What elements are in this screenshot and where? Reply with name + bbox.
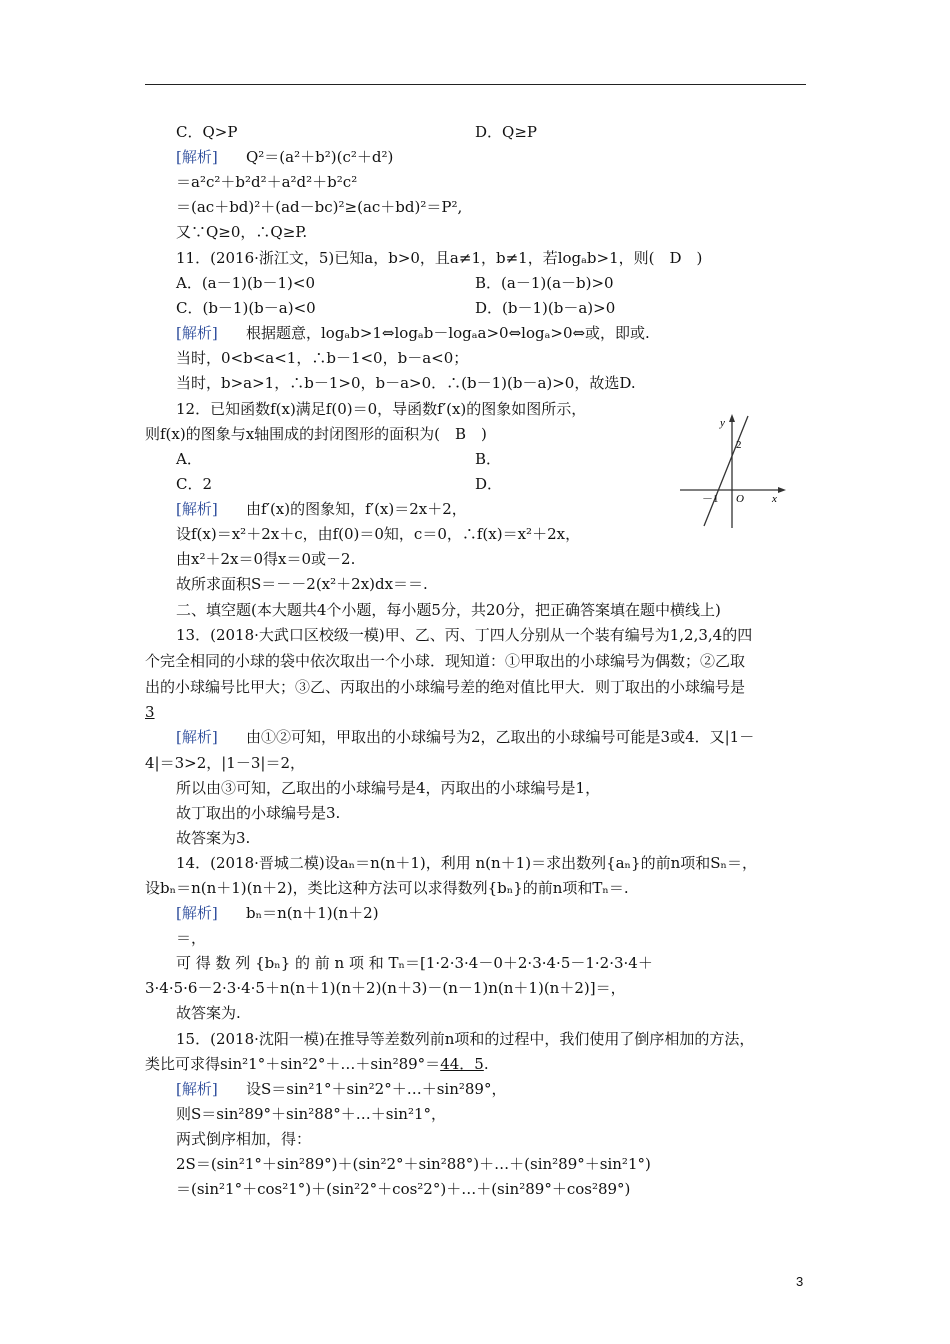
q15-solution-line: 两式倒序相加，得： — [176, 1130, 312, 1148]
q12-solution-line: 由x²＋2x＝0得x＝0或－2. — [176, 550, 356, 568]
q13-stem: 个完全相同的小球的袋中依次取出一个小球．现知道：①甲取出的小球编号为偶数；②乙取 — [145, 652, 746, 670]
q14-solution-line: 3·4·5·6－2·3·4·5＋n(n＋1)(n＋2)(n＋3)－(n－1)n(n＋1)(n＋2)]＝， — [145, 979, 626, 997]
q12-solution-line: 故所求面积S＝－－2(x²＋2x)dx＝＝. — [176, 575, 428, 593]
q13-solution-tag: [解析] — [176, 728, 218, 746]
y-axis-label: y — [720, 417, 725, 429]
q12-option-d: D． — [475, 475, 503, 493]
q15-solution-line: 则S＝sin²89°＋sin²88°＋…＋sin²1°， — [176, 1105, 447, 1123]
q13-stem: 出的小球编号比甲大；③乙、丙取出的小球编号差的绝对值比甲大．则丁取出的小球编号是 — [145, 678, 746, 696]
q14-solution-line: 可 得 数 列 {bₙ} 的 前 n 项 和 Tₙ＝[1·2·3·4－0＋2·3·4·5－1·2·3·4＋ — [176, 954, 653, 972]
q14-solution-line: 故答案为. — [176, 1004, 241, 1022]
derivative-line — [704, 416, 748, 526]
q15-solution-line: 2S＝(sin²1°＋sin²89°)＋(sin²2°＋sin²88°)＋…＋(sin²89°＋sin²1°) — [176, 1155, 651, 1173]
q10-option-c: C．Q>P — [176, 123, 238, 141]
q15-solution-line: ＝(sin²1°＋cos²1°)＋(sin²2°＋cos²2°)＋…＋(sin²89°＋cos²89°) — [176, 1180, 631, 1198]
q15-solution-tag: [解析] — [176, 1080, 218, 1098]
derivative-graph — [678, 412, 788, 530]
q13-solution-line: 故丁取出的小球编号是3. — [176, 804, 341, 822]
q11-stem: 11．(2016·浙江文，5)已知a，b>0，且a≠1，b≠1，若logₐb>1，则( D ) — [176, 249, 703, 267]
q11-solution-line: 当时，b>a>1，∴b－1>0，b－a>0．∴(b－1)(b－a)>0，故选D. — [176, 374, 636, 392]
q15-solution-line: 设S＝sin²1°＋sin²2°＋…＋sin²89°， — [246, 1080, 507, 1098]
x-axis-arrow — [778, 487, 786, 493]
q13-solution-line: 所以由③可知，乙取出的小球编号是4，丙取出的小球编号是1， — [176, 779, 601, 797]
q11-option-b: B．(a－1)(a－b)>0 — [475, 274, 614, 292]
x-axis-label: x — [772, 493, 777, 505]
q10-solution-line: ＝(ac＋bd)²＋(ad－bc)²≥(ac＋bd)²＝P², — [176, 198, 463, 216]
q10-solution-line: Q²＝(a²＋b²)(c²＋d²) — [246, 148, 394, 166]
q12-stem: 12．已知函数f(x)满足f(0)＝0，导函数f′(x)的图象如图所示， — [176, 400, 587, 418]
q11-solution-line: 当时，0<b<a<1，∴b－1<0，b－a<0； — [176, 349, 469, 367]
q12-solution-line: 设f(x)＝x²＋2x＋c，由f(0)＝0知，c＝0，∴f(x)＝x²＋2x， — [176, 525, 581, 543]
q10-solution-line: ＝a²c²＋b²d²＋a²d²＋b²c² — [176, 173, 358, 191]
q15-stem-end: . — [483, 1055, 489, 1073]
q11-option-a: A．(a－1)(b－1)<0 — [176, 274, 315, 292]
q11-option-d: D．(b－1)(b－a)>0 — [475, 299, 616, 317]
q15-stem: 15．(2018·沈阳一模)在推导等差数列前n项和的过程中，我们使用了倒序相加的方法， — [176, 1030, 755, 1048]
q13-stem: 13．(2018·大武口区校级一模)甲、乙、丙、丁四人分别从一个装有编号为1,2,3,4的四 — [176, 626, 753, 644]
q13-solution-line: 故答案为3. — [176, 829, 251, 847]
q14-stem: 设bₙ＝n(n＋1)(n＋2)，类比这种方法可以求得数列{bₙ}的前n项和Tₙ＝. — [145, 879, 629, 897]
q12-stem: 则f(x)的图象与x轴围成的封闭图形的面积为( B ) — [145, 425, 487, 443]
q13-answer: 3 — [145, 703, 155, 721]
q12-option-a: A． — [176, 450, 202, 468]
y-intercept-label: 2 — [736, 439, 742, 451]
q14-solution-line: ＝， — [176, 929, 207, 947]
q10-solution-tag: [解析] — [176, 148, 218, 166]
q13-solution-line: 由①②可知，甲取出的小球编号为2，乙取出的小球编号可能是3或4．又|1－ — [246, 728, 755, 746]
y-axis-arrow — [729, 414, 735, 422]
origin-label: O — [736, 493, 744, 505]
q12-option-b: B． — [475, 450, 502, 468]
q11-solution-line: 根据题意，logₐb>1⇔logₐb－logₐa>0⇔logₐ>0⇔或，即或. — [246, 324, 650, 342]
q10-option-d: D．Q≥P — [475, 123, 537, 141]
q11-option-c: C．(b－1)(b－a)<0 — [176, 299, 316, 317]
q11-solution-tag: [解析] — [176, 324, 218, 342]
q15-answer: 44．5 — [440, 1055, 484, 1073]
q12-solution-line: 由f′(x)的图象知，f′(x)＝2x＋2， — [246, 500, 467, 518]
header-rule — [145, 84, 806, 85]
q15-stem-text: 类比可求得sin²1°＋sin²2°＋…＋sin²89°＝ — [145, 1055, 441, 1073]
q10-solution-line: 又∵Q≥0，∴Q≥P. — [176, 223, 308, 241]
section-heading: 二、填空题(本大题共4个小题，每小题5分，共20分，把正确答案填在题中横线上) — [176, 601, 721, 619]
q15-stem — [145, 1054, 489, 1074]
x-intercept-label: －1 — [702, 493, 719, 505]
q13-solution-line: 4|＝3>2，|1－3|＝2， — [145, 754, 305, 772]
q12-option-c: C．2 — [176, 475, 213, 493]
q12-solution-tag: [解析] — [176, 500, 218, 518]
q14-solution-line: bₙ＝n(n＋1)(n＋2) — [246, 904, 379, 922]
page-number: 3 — [796, 1274, 804, 1289]
q14-stem: 14．(2018·晋城二模)设aₙ＝n(n＋1)，利用 n(n＋1)＝求出数列{aₙ}的前n项和Sₙ＝， — [176, 854, 758, 872]
q14-solution-tag: [解析] — [176, 904, 218, 922]
